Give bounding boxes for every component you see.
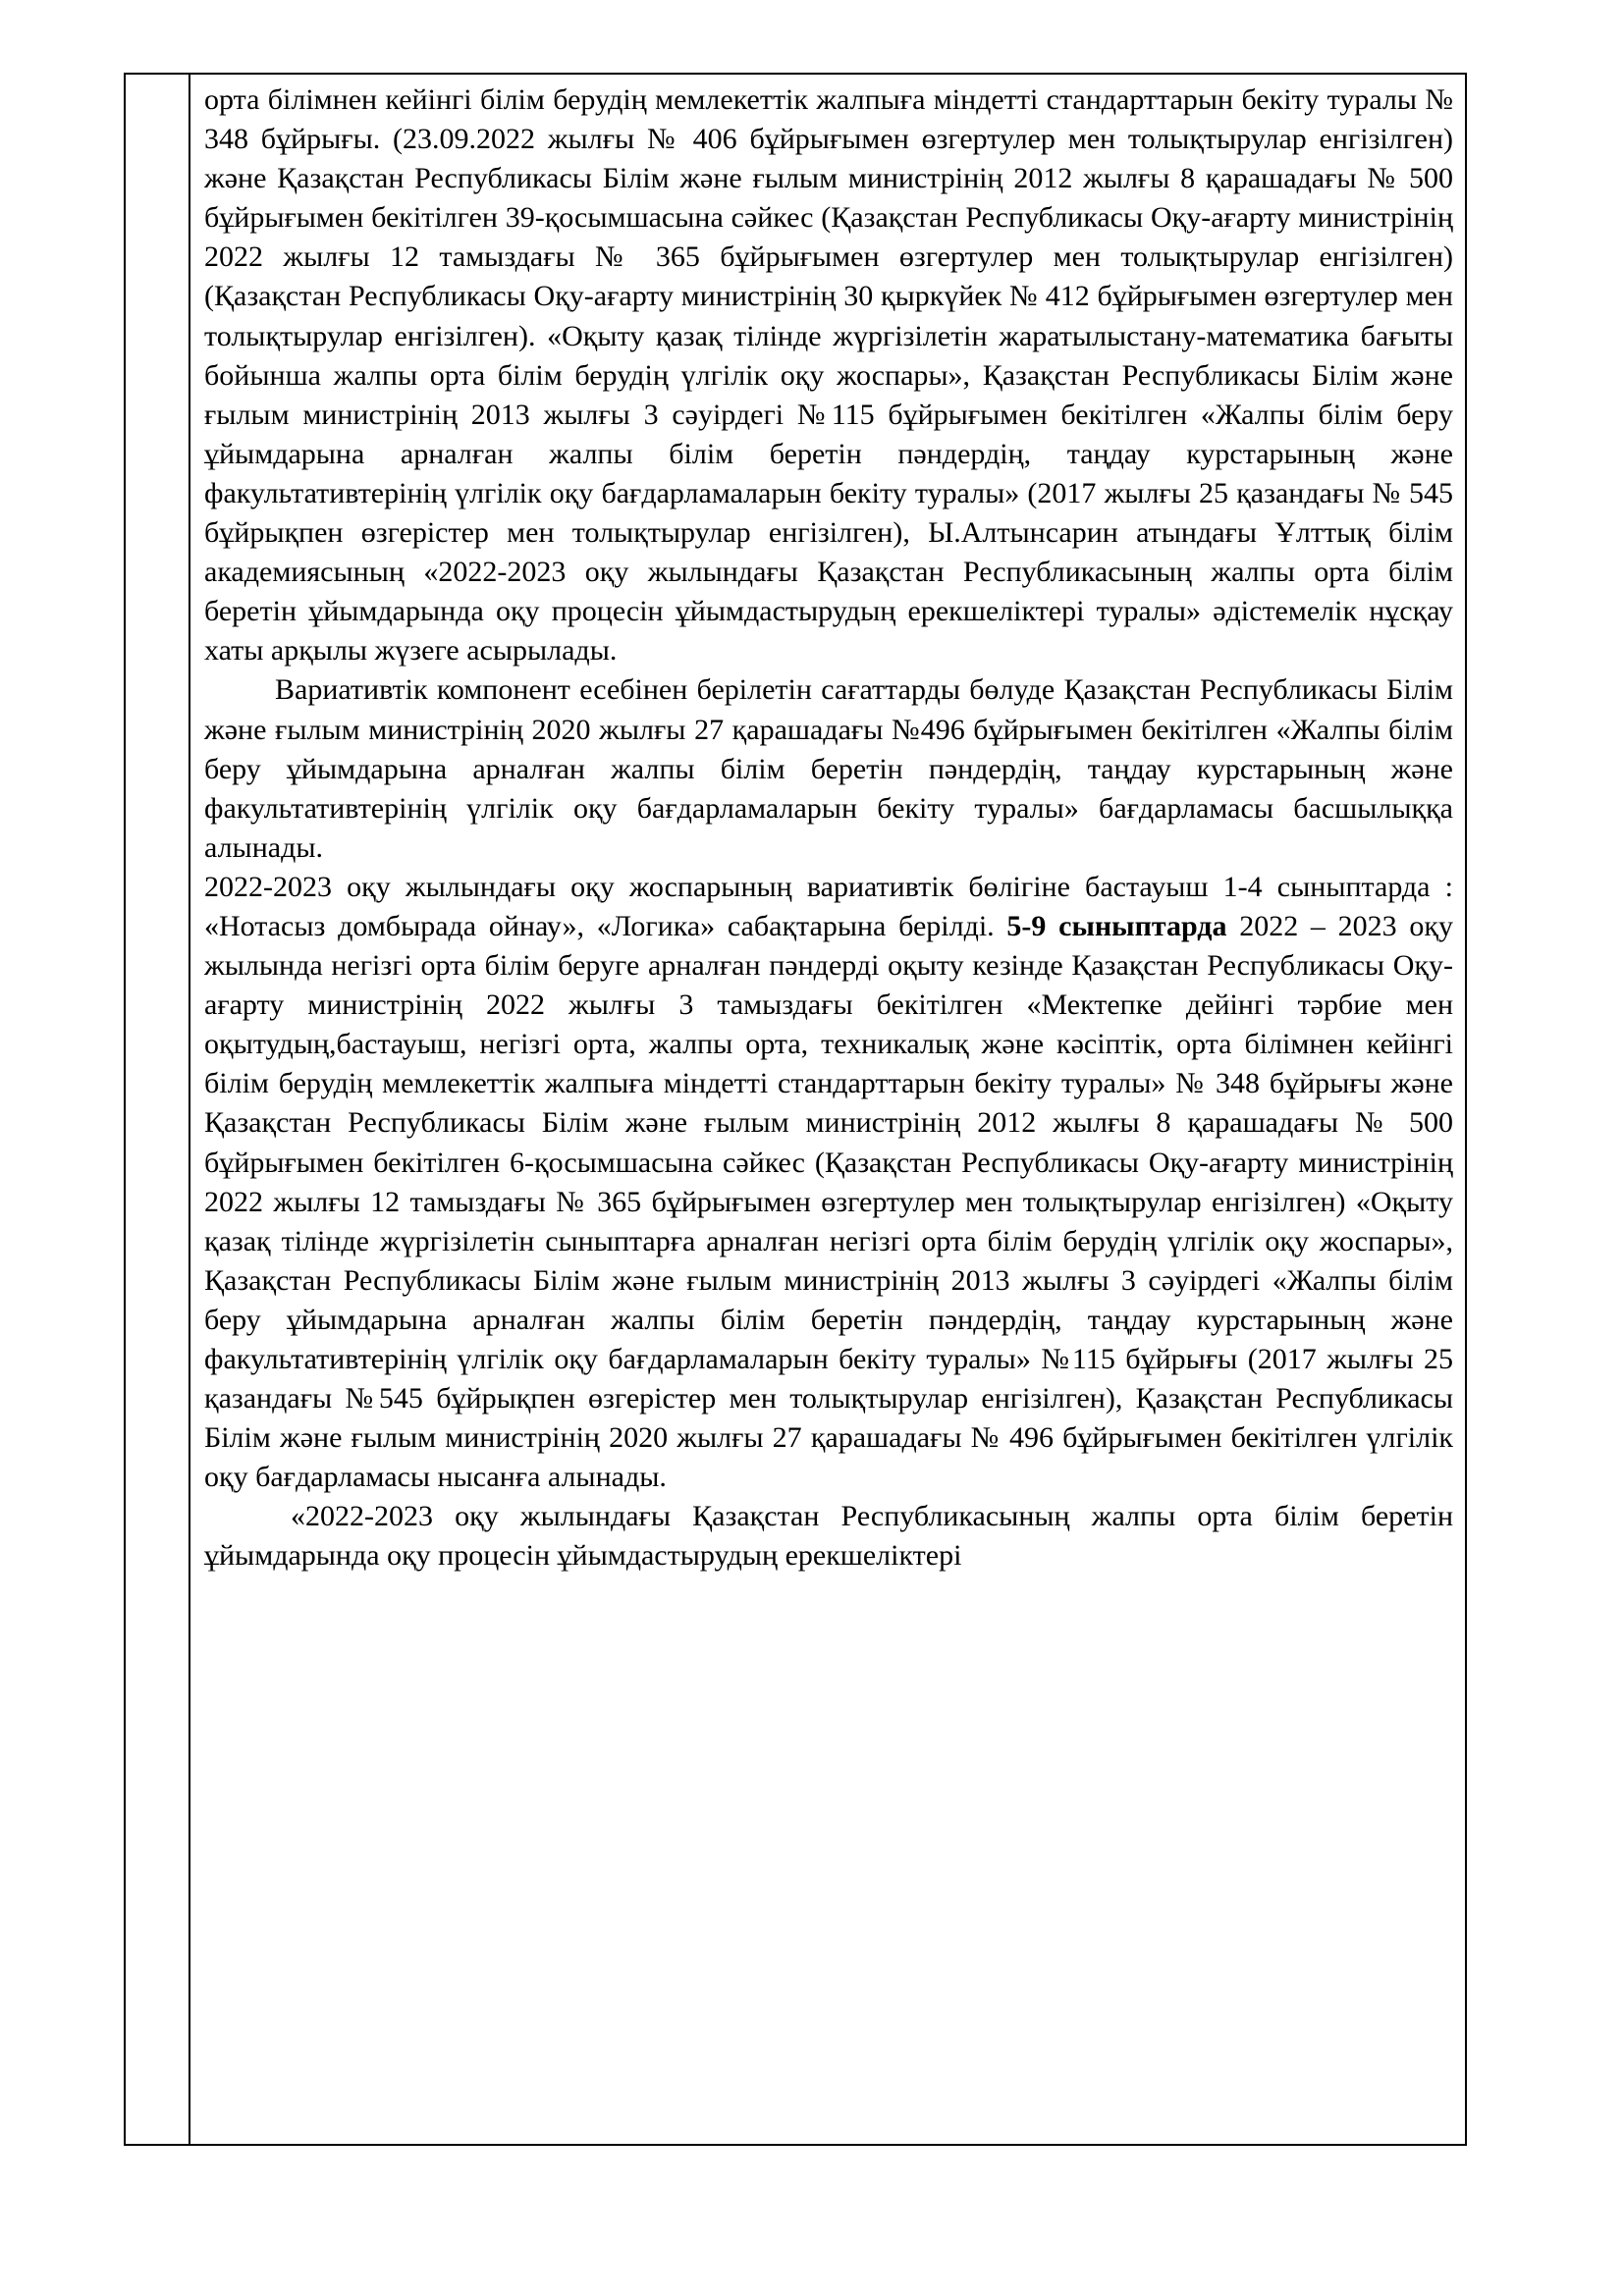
paragraph-curriculum-body: 2022 – 2023 оқу жылында негізгі орта білім беруге арналған пәндерді оқыту кезінде Қазақстан Республикасы Оқу-ағарту министрінің 2022 жылғы 3 тамыздағы бекітілген «Мектепке дейінгі тәрбие мен оқытудың,бастауыш, негізгі орта, жалпы орта, техникалық және кәсіптік, орта білімнен кейінгі білім берудің мемлекеттік жалпыға міндетті стандарттарын бекіту туралы» № 348 бұйрығы және Қазақстан Республикасы Білім және ғылым министрінің 2012 жылғы 8 қарашадағы № 500 бұйрығымен бекітілген 6-қосымшасына сәйкес (Қазақстан Республикасы Оқу-ағарту министрінің 2022 жылғы 12 тамыздағы № 365 бұйрығымен өзгертулер мен толықтырулар енгізілген) «Оқыту қазақ тілінде жүргізілетін сыныптарға арналған негізгі орта білім берудің үлгілік оқу жоспары», Қазақстан Республикасы Білім және ғылым министрінің 2013 жылғы 3 сәуірдегі «Жалпы білім беру ұйымдарына арналған жалпы білім беретін пәндердің, таңдау курстарының және факультативтерінің үлгілік оқу бағдарламаларын бекіту туралы» №115 бұйрығы (2017 жылғы 25 қазандағы №545 бұйрықпен өзгерістер мен толықтырулар енгізілген), Қазақстан Республикасы Білім және ғылым министрінің 2020 жылғы 27 қарашадағы № 496 бұйрығымен бекітілген үлгілік оқу бағдарламасы нысанға алынады. [204,909,1453,1494]
paragraph-standards-reference: орта білімнен кейінгі білім берудің мемлекеттік жалпыға міндетті стандарттарын бекіту туралы № 348 бұйрығы. (23.09.2022 жылғы № 406 бұйрығымен өзгертулер мен толықтырулар енгізілген) және Қазақстан Республикасы Білім және ғылым министрінің 2012 жылғы 8 қарашадағы № 500 бұйрығымен бекітілген 39-қосымшасына сәйкес (Қазақстан Республикасы Оқу-ағарту министрінің 2022 жылғы 12 тамыздағы № 365 бұйрығымен өзгертулер мен толықтырулар енгізілген) (Қазақстан Республикасы Оқу-ағарту министрінің 30 қыркүйек № 412 бұйрығымен өзгертулер мен толықтырулар енгізілген). «Оқыту қазақ тілінде жүргізілетін жаратылыстану-математика бағыты бойынша жалпы орта білім берудің үлгілік оқу жоспары», Қазақстан Республикасы Білім және ғылым министрінің 2013 жылғы 3 сәуірдегі №115 бұйрығымен бекітілген «Жалпы білім беру ұйымдарына арналған жалпы білім беретін пәндердің, таңдау курстарының және факультативтерінің үлгілік оқу бағдарламаларын бекіту туралы» (2017 жылғы 25 қазандағы № 545 бұйрықпен өзгерістер мен толықтырулар енгізілген), Ы.Алтынсарин атындағы Ұлттық білім академиясының «2022-2023 оқу жылындағы Қазақстан Республикасының жалпы орта білім беретін ұйымдарында оқу процесін ұйымдастырудың ерекшеліктері туралы» әдістемелік нұсқау хаты арқылы жүзеге асырылады. [204,83,1453,667]
document-table [124,73,1467,2146]
column-divider [189,75,190,2144]
paragraph-curriculum-intro: 2022-2023 оқу жылындағы оқу жоспарының вариативтік бөлігіне бастауыш 1-4 сыныптарда : «Нотасыз домбырада ойнау», «Логика» сабақтарына берілді. [204,870,1453,942]
text-cell [204,80,1453,1576]
paragraph-variative-component: Вариативтік компонент есебінен берілетін сағаттарды бөлуде Қазақстан Республикасы Білім және ғылым министрінің 2020 жылғы 27 қарашадағы №496 бұйрығымен бекітілген «Жалпы білім беру ұйымдарына арналған жалпы білім беретін пәндердің, таңдау курстарының және факультативтерінің үлгілік оқу бағдарламаларын бекіту туралы» бағдарламасы басшылыққа алынады. [204,673,1453,864]
grades-5-9-heading: 5-9 сыныптарда [1006,909,1227,942]
paragraph-methodical-letter: «2022-2023 оқу жылындағы Қазақстан Республикасының жалпы орта білім беретін ұйымдарында оқу процесін ұйымдастырудың ерекшеліктері [204,1500,1453,1573]
paragraph-curriculum-grades [204,868,1453,1498]
